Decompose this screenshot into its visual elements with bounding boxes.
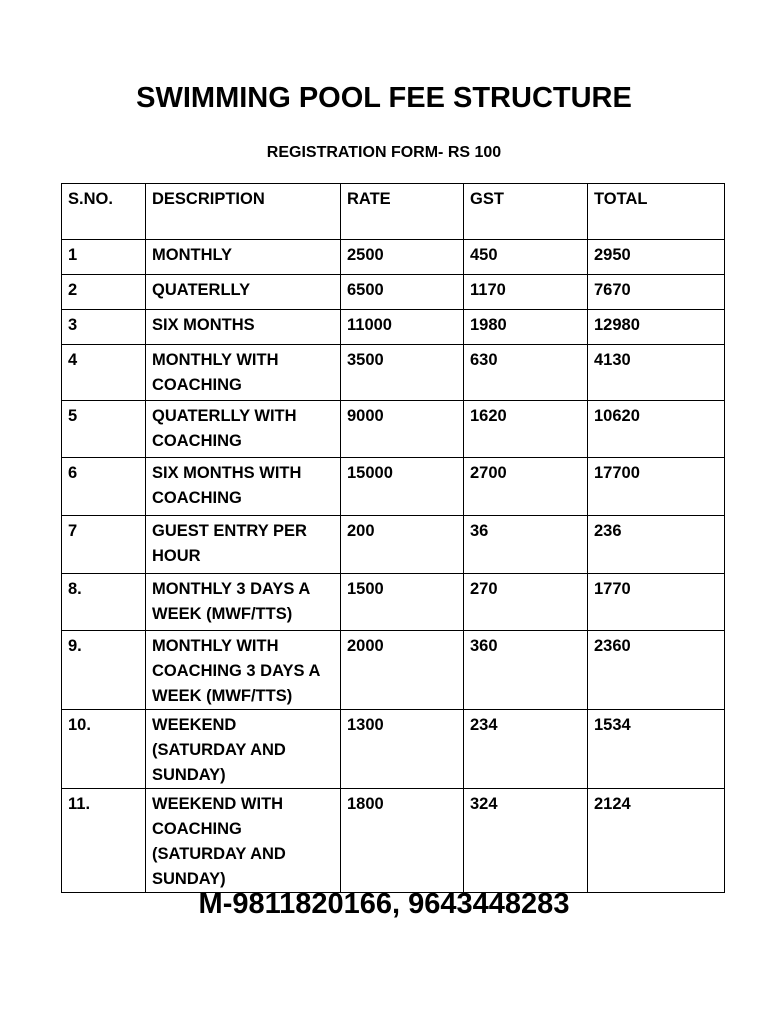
cell-gst: 1620 — [464, 401, 588, 458]
cell-rate: 1500 — [341, 574, 464, 631]
table-row — [62, 574, 725, 631]
cell-rate: 200 — [341, 516, 464, 574]
cell-gst: 630 — [464, 345, 588, 401]
cell-rate: 1300 — [341, 710, 464, 789]
cell-sno: 3 — [62, 310, 146, 345]
cell-description: QUATERLLY — [146, 275, 341, 310]
header-sno: S.NO. — [62, 184, 146, 240]
table-row — [62, 240, 725, 275]
cell-rate: 9000 — [341, 401, 464, 458]
fee-table — [61, 183, 725, 893]
table-row — [62, 345, 725, 401]
cell-description: SIX MONTHS WITH COACHING — [146, 458, 341, 516]
cell-sno: 4 — [62, 345, 146, 401]
cell-gst: 270 — [464, 574, 588, 631]
cell-total: 2124 — [588, 789, 725, 893]
table-row — [62, 631, 725, 710]
cell-description: MONTHLY WITH COACHING 3 DAYS A WEEK (MWF/TTS) — [146, 631, 341, 710]
cell-gst: 1980 — [464, 310, 588, 345]
cell-total: 1534 — [588, 710, 725, 789]
header-gst: GST — [464, 184, 588, 240]
cell-sno: 11. — [62, 789, 146, 893]
cell-sno: 9. — [62, 631, 146, 710]
cell-gst: 1170 — [464, 275, 588, 310]
cell-total: 2950 — [588, 240, 725, 275]
cell-description: MONTHLY 3 DAYS A WEEK (MWF/TTS) — [146, 574, 341, 631]
cell-total: 236 — [588, 516, 725, 574]
page-title: SWIMMING POOL FEE STRUCTURE — [136, 82, 632, 114]
table-row — [62, 275, 725, 310]
contact-numbers: M-9811820166, 9643448283 — [198, 888, 570, 920]
cell-gst: 2700 — [464, 458, 588, 516]
cell-sno: 2 — [62, 275, 146, 310]
cell-sno: 8. — [62, 574, 146, 631]
cell-description: GUEST ENTRY PER HOUR — [146, 516, 341, 574]
cell-sno: 1 — [62, 240, 146, 275]
cell-gst: 450 — [464, 240, 588, 275]
cell-rate: 15000 — [341, 458, 464, 516]
cell-total: 2360 — [588, 631, 725, 710]
cell-rate: 6500 — [341, 275, 464, 310]
cell-rate: 3500 — [341, 345, 464, 401]
cell-description: SIX MONTHS — [146, 310, 341, 345]
cell-rate: 2000 — [341, 631, 464, 710]
cell-sno: 7 — [62, 516, 146, 574]
cell-gst: 324 — [464, 789, 588, 893]
page-subtitle: REGISTRATION FORM- RS 100 — [266, 144, 502, 161]
cell-description: QUATERLLY WITH COACHING — [146, 401, 341, 458]
table-header-row — [62, 184, 725, 240]
table-row — [62, 310, 725, 345]
cell-sno: 5 — [62, 401, 146, 458]
table-row — [62, 516, 725, 574]
cell-description: MONTHLY — [146, 240, 341, 275]
cell-description: WEEKEND (SATURDAY AND SUNDAY) — [146, 710, 341, 789]
cell-total: 12980 — [588, 310, 725, 345]
table-row — [62, 710, 725, 789]
cell-rate: 11000 — [341, 310, 464, 345]
cell-total: 17700 — [588, 458, 725, 516]
header-total: TOTAL — [588, 184, 725, 240]
table-row — [62, 458, 725, 516]
cell-gst: 234 — [464, 710, 588, 789]
cell-total: 1770 — [588, 574, 725, 631]
cell-total: 10620 — [588, 401, 725, 458]
cell-gst: 36 — [464, 516, 588, 574]
table-row — [62, 789, 725, 893]
cell-total: 7670 — [588, 275, 725, 310]
table-row — [62, 401, 725, 458]
cell-sno: 10. — [62, 710, 146, 789]
cell-description: MONTHLY WITH COACHING — [146, 345, 341, 401]
cell-gst: 360 — [464, 631, 588, 710]
header-description: DESCRIPTION — [146, 184, 341, 240]
cell-rate: 2500 — [341, 240, 464, 275]
cell-description: WEEKEND WITH COACHING (SATURDAY AND SUNDAY) — [146, 789, 341, 893]
header-rate: RATE — [341, 184, 464, 240]
cell-total: 4130 — [588, 345, 725, 401]
cell-sno: 6 — [62, 458, 146, 516]
cell-rate: 1800 — [341, 789, 464, 893]
